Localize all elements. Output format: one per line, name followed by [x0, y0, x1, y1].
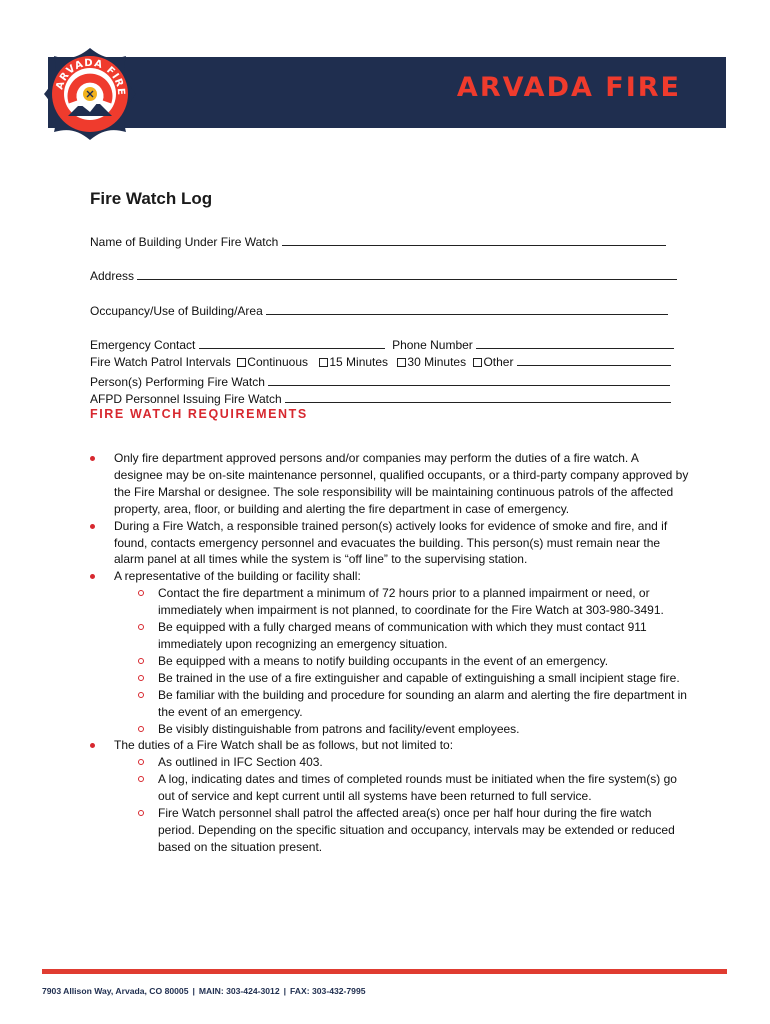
sub-list-item-text: Contact the fire department a minimum of 72 hours prior to a planned impairment or need, or immediately when impairment is not planned, to coordinate for the Fire Watch at 303-980-3491. [158, 586, 664, 618]
address-line[interactable] [137, 268, 677, 280]
address-field[interactable] [90, 268, 677, 284]
brand-title: ARVADA FIRE [456, 72, 681, 103]
circle-bullet-icon [138, 759, 144, 765]
sub-list-item-text: Fire Watch personnel shall patrol the affected area(s) once per half hour during the fire watch period. Depending on the specific situation and occupancy, intervals may be extended or reduced based on the situation present. [158, 806, 675, 854]
list-item-text: Only fire department approved persons and/or companies may perform the duties of a fire watch. A designee may be on-site maintenance personnel, qualified occupants, or a third-party company approved by the Fire Marshal or designee. The sole responsibility will be maintaining continuous patrols of the affected property, area, floor, or building and alerting the fire department in case of emergency. [114, 451, 689, 516]
sub-list-item [90, 619, 690, 653]
sub-list-item [90, 653, 690, 670]
30-minutes-checkbox[interactable] [397, 358, 406, 367]
emergency-contact-label: Emergency Contact [90, 338, 196, 352]
sub-list-item-text: Be trained in the use of a fire extinguisher and capable of extinguishing a small incipient stage fire. [158, 670, 680, 685]
arvada-fire-logo [40, 44, 140, 144]
footer-address: 7903 Allison Way, Arvada, CO 80005 [42, 986, 189, 996]
persons-performing-label: Person(s) Performing Fire Watch [90, 375, 265, 389]
list-item-text: During a Fire Watch, a responsible trained person(s) actively looks for evidence of smoke and fire, and if found, contacts emergency personnel and evacuates the building. This person(s) must remain near the alarm panel at all times while the system is “off line” to the supervising station. [114, 518, 668, 567]
circle-bullet-icon [138, 590, 144, 596]
list-item [90, 450, 690, 518]
requirements-list [90, 450, 690, 856]
phone-number-line[interactable] [476, 337, 674, 349]
bullet-icon [90, 743, 95, 748]
bullet-icon [90, 574, 95, 579]
document-title: Fire Watch Log [90, 189, 213, 208]
other-label: Other [483, 355, 514, 369]
building-name-label: Name of Building Under Fire Watch [90, 235, 279, 249]
15-minutes-label: 15 Minutes [329, 355, 389, 369]
sub-list-item-text: As outlined in IFC Section 403. [158, 755, 323, 770]
afpd-personnel-label: AFPD Personnel Issuing Fire Watch [90, 392, 282, 406]
building-name-line[interactable] [282, 234, 666, 246]
sub-list-item-text: Be familiar with the building and procedure for sounding an alarm and alerting the fire department in the event of an emergency. [158, 687, 687, 719]
svg-text:ARVADA FIRE: ARVADA FIRE [54, 57, 127, 97]
footer-main-phone: MAIN: 303-424-3012 [198, 986, 280, 996]
fire-badge-icon [40, 44, 140, 144]
circle-bullet-icon [138, 658, 144, 664]
requirements-heading: FIRE WATCH REQUIREMENTS [90, 407, 308, 421]
sub-list-item [90, 805, 690, 856]
footer-divider [42, 969, 727, 974]
persons-performing-line[interactable] [268, 374, 670, 386]
occupancy-label: Occupancy/Use of Building/Area [90, 304, 263, 318]
continuous-label: Continuous [247, 355, 308, 369]
building-name-field[interactable] [90, 234, 666, 250]
list-item-text: The duties of a Fire Watch shall be as follows, but not limited to: [114, 738, 454, 753]
sub-list-item [90, 585, 690, 619]
circle-bullet-icon [138, 810, 144, 816]
footer-fax: FAX: 303-432-7995 [290, 986, 366, 996]
continuous-checkbox[interactable] [237, 358, 246, 367]
sub-list-item [90, 771, 690, 805]
patrol-intervals-label: Fire Watch Patrol Intervals [90, 355, 231, 369]
list-item [90, 568, 690, 585]
circle-bullet-icon [138, 675, 144, 681]
30-minutes-label: 30 Minutes [407, 355, 467, 369]
afpd-personnel-field[interactable] [90, 391, 671, 407]
emergency-contact-line[interactable] [199, 337, 385, 349]
sub-list-item [90, 721, 690, 738]
circle-bullet-icon [138, 726, 144, 732]
other-checkbox[interactable] [473, 358, 482, 367]
emergency-contact-row [90, 337, 674, 353]
afpd-personnel-line[interactable] [285, 391, 671, 403]
occupancy-field[interactable] [90, 303, 668, 319]
bullet-icon [90, 456, 95, 461]
list-item [90, 737, 690, 754]
sub-list-item [90, 670, 690, 687]
address-label: Address [90, 269, 135, 283]
sub-list-item [90, 687, 690, 721]
persons-performing-field[interactable] [90, 374, 670, 390]
occupancy-line[interactable] [266, 303, 668, 315]
circle-bullet-icon [138, 624, 144, 630]
sub-list-item-text: Be visibly distinguishable from patrons and facility/event employees. [158, 721, 520, 736]
other-line[interactable] [517, 354, 671, 366]
phone-number-label: Phone Number [392, 338, 473, 352]
circle-bullet-icon [138, 692, 144, 698]
bullet-icon [90, 524, 95, 529]
sub-list-item-text: Be equipped with a fully charged means of communication with which they must contact 911 immediately upon recognizing an emergency situation. [158, 620, 647, 651]
sub-list-item [90, 754, 690, 771]
sub-list-item-text: Be equipped with a means to notify building occupants in the event of an emergency. [158, 653, 609, 668]
footer-contact: 7903 Allison Way, Arvada, CO 80005 | MAIN: 303-424-3012 | FAX: 303-432-7995 [42, 986, 366, 996]
15-minutes-checkbox[interactable] [319, 358, 328, 367]
circle-bullet-icon [138, 776, 144, 782]
header-band [48, 57, 726, 128]
sub-list-item-text: A log, indicating dates and times of completed rounds must be initiated when the fire system(s) go out of service and kept current until all systems have been returned to full service. [158, 772, 677, 804]
list-item-text: A representative of the building or facility shall: [114, 569, 361, 584]
patrol-intervals-row [90, 354, 671, 370]
list-item [90, 518, 690, 569]
